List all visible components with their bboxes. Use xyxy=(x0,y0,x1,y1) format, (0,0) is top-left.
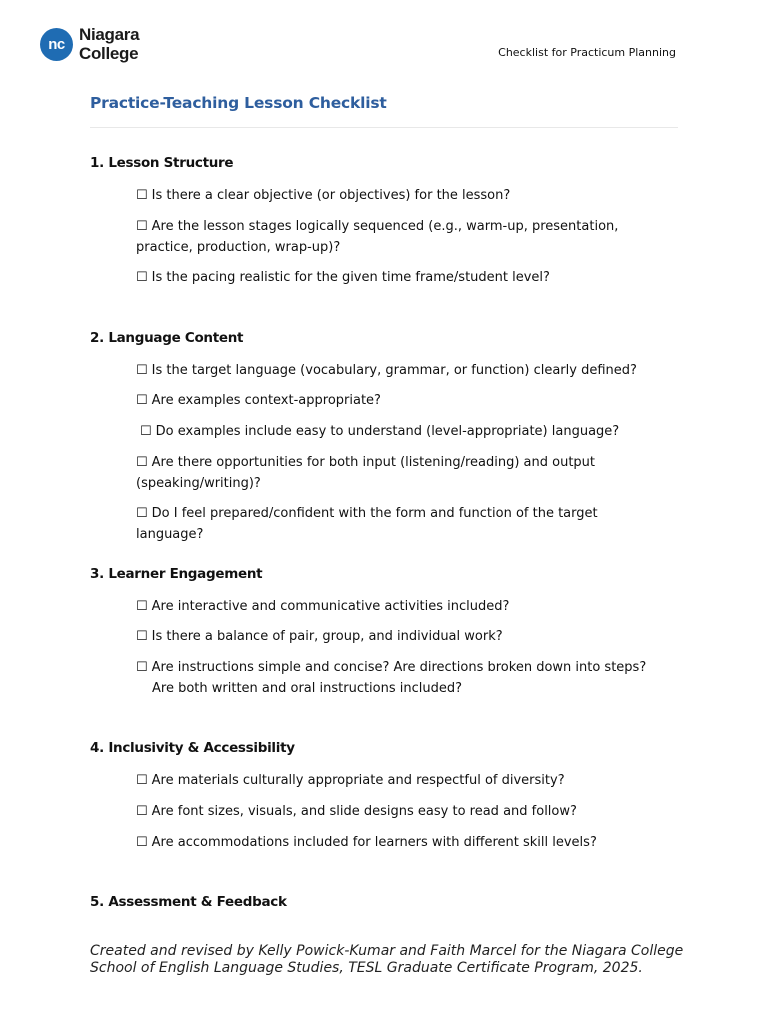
checkbox-icon[interactable]: ☐ xyxy=(136,629,148,644)
checklist-item-text: Is there a balance of pair, group, and individual work? xyxy=(151,629,503,644)
section-heading-assessment-feedback: 5. Assessment & Feedback xyxy=(90,894,287,910)
checklist-item-text: Are the lesson stages logically sequenced (e.g., warm-up, presentation, practice, production, wrap-up)? xyxy=(136,219,619,255)
checkbox-icon[interactable]: ☐ xyxy=(136,188,148,203)
checklist-item xyxy=(136,452,606,494)
running-header-title: Checklist for Practicum Planning xyxy=(498,46,676,59)
logo-line-2: College xyxy=(79,44,139,63)
title-divider xyxy=(90,127,678,128)
document-title: Practice-Teaching Lesson Checklist xyxy=(90,94,387,112)
logo-line-1: Niagara xyxy=(79,25,140,44)
logo-wordmark xyxy=(79,25,139,63)
logo-badge: nc xyxy=(40,28,73,61)
checklist-item xyxy=(136,770,656,791)
checklist-item xyxy=(140,421,660,442)
checkbox-icon[interactable]: ☐ xyxy=(136,773,148,788)
checklist-item-text: Is there a clear objective (or objectives) for the lesson? xyxy=(151,188,511,203)
checklist-item-text: Are there opportunities for both input (listening/reading) and output (speaking/writing)? xyxy=(136,455,596,491)
checklist-item xyxy=(136,216,656,258)
checkbox-icon[interactable]: ☐ xyxy=(136,804,148,819)
checkbox-icon[interactable]: ☐ xyxy=(136,660,148,675)
checklist-item-text: Are interactive and communicative activities included? xyxy=(151,599,510,614)
checklist-item-text: Are accommodations included for learners with different skill levels? xyxy=(151,835,597,850)
section-heading-learner-engagement: 3. Learner Engagement xyxy=(90,566,263,582)
checklist-item-text: Is the pacing realistic for the given time frame/student level? xyxy=(151,270,550,285)
checklist-item xyxy=(136,832,656,853)
checklist-item-text: Do I feel prepared/confident with the form and function of the target language? xyxy=(136,506,598,542)
checklist-item-text: Is the target language (vocabulary, grammar, or function) clearly defined? xyxy=(151,363,637,378)
checklist-item-text: Are instructions simple and concise? Are directions broken down into steps? xyxy=(151,660,647,675)
checkbox-icon[interactable]: ☐ xyxy=(136,363,148,378)
checklist-item xyxy=(136,657,656,699)
checklist-item xyxy=(136,503,656,545)
checklist-item xyxy=(136,596,656,617)
checkbox-icon[interactable]: ☐ xyxy=(136,219,148,234)
checklist-item xyxy=(136,360,656,381)
section-heading-language-content: 2. Language Content xyxy=(90,330,244,346)
section-heading-lesson-structure: 1. Lesson Structure xyxy=(90,155,234,171)
checklist-item xyxy=(136,267,656,288)
checkbox-icon[interactable]: ☐ xyxy=(136,270,148,285)
section-heading-inclusivity-accessibility: 4. Inclusivity & Accessibility xyxy=(90,740,295,756)
checklist-item-text: Are examples context-appropriate? xyxy=(151,393,381,408)
checkbox-icon[interactable]: ☐ xyxy=(136,835,148,850)
checklist-item-text: Are materials culturally appropriate and respectful of diversity? xyxy=(151,773,565,788)
checklist-item-text: Are font sizes, visuals, and slide designs easy to read and follow? xyxy=(151,804,577,819)
footer-credit: Created and revised by Kelly Powick-Kumar and Faith Marcel for the Niagara College School of English Language Studies, TESL Graduate Certificate Program, 2025. xyxy=(90,943,684,976)
checklist-item xyxy=(136,626,656,647)
checkbox-icon[interactable]: ☐ xyxy=(136,506,148,521)
checklist-item xyxy=(136,185,656,206)
niagara-college-logo xyxy=(40,25,139,63)
checkbox-icon[interactable]: ☐ xyxy=(136,455,148,470)
checklist-item xyxy=(136,390,656,411)
checkbox-icon[interactable]: ☐ xyxy=(136,599,148,614)
checklist-item-continuation: Are both written and oral instructions included? xyxy=(152,681,463,696)
checklist-item-text: Do examples include easy to understand (level-appropriate) language? xyxy=(155,424,620,439)
checkbox-icon[interactable]: ☐ xyxy=(140,424,152,439)
checklist-item xyxy=(136,801,656,822)
checkbox-icon[interactable]: ☐ xyxy=(136,393,148,408)
